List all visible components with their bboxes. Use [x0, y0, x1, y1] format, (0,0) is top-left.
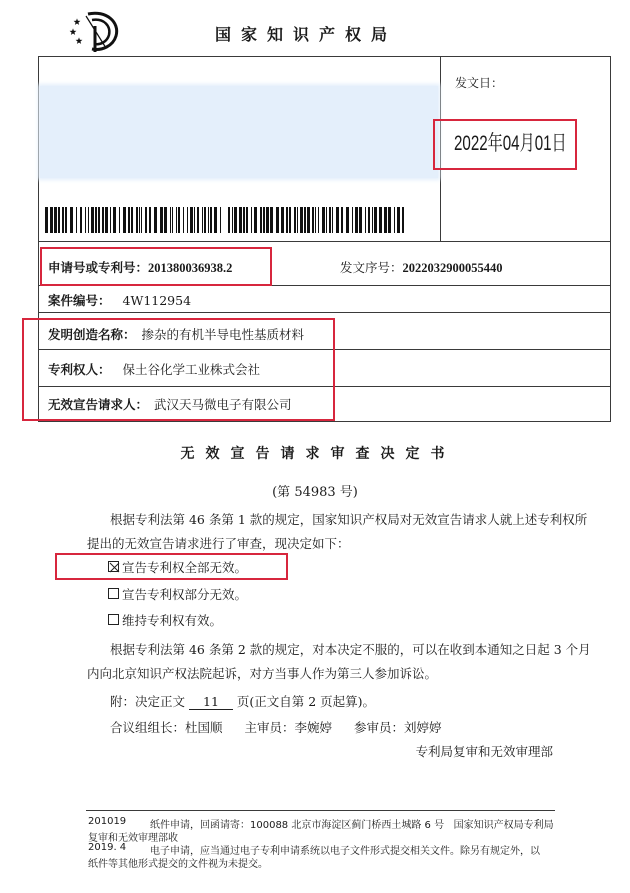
- barcode-bar: [141, 207, 142, 233]
- barcode-bar: [318, 207, 319, 233]
- frame-top: [38, 56, 611, 57]
- barcode-bar: [254, 207, 257, 233]
- barcode-bar: [154, 207, 157, 233]
- barcode-bar: [394, 207, 395, 233]
- barcode-bar: [119, 207, 120, 233]
- barcode-bar: [50, 207, 53, 233]
- barcode-bar: [341, 207, 343, 233]
- barcode-bar: [187, 207, 188, 233]
- option-label: 宣告专利权全部无效。: [122, 560, 248, 575]
- panel-name: 杜国顺: [185, 720, 223, 735]
- barcode-bar: [131, 207, 133, 233]
- barcode-bar: [91, 207, 94, 233]
- barcode-bar: [355, 207, 358, 233]
- barcode-bar: [374, 207, 377, 233]
- barcode-bar: [65, 207, 67, 233]
- panel-role: 参审员：: [354, 720, 405, 735]
- footer-rule: [86, 810, 555, 811]
- barcode-bar: [239, 207, 242, 233]
- barcode-bar: [270, 207, 273, 233]
- barcode-bar: [102, 207, 104, 233]
- footer-paper-line-2: 复审和无效审理部收: [88, 833, 178, 844]
- footer-form-code: 201019: [88, 816, 127, 827]
- panel-member: [110, 720, 223, 735]
- barcode-bar: [190, 207, 193, 233]
- barcode-bar: [123, 207, 126, 233]
- barcode-bar: [98, 207, 100, 233]
- barcode-bar: [110, 207, 111, 233]
- barcode-bar: [202, 207, 203, 233]
- issuer: 专利局复审和无效审理部: [415, 744, 553, 759]
- barcode-bar: [307, 207, 310, 233]
- barcode-bar: [194, 207, 195, 233]
- barcode-bar: [329, 207, 331, 233]
- checkbox: [108, 588, 119, 599]
- barcode-bar: [294, 207, 296, 233]
- barcode-bar: [197, 207, 199, 233]
- document-serial-value: 2022032900055440: [402, 261, 503, 275]
- barcode-bar: [276, 207, 279, 233]
- footer-electronic-line-2: 纸件等其他形式提交的文件视为未提交。: [88, 859, 268, 870]
- issue-date-label: 发文日：: [455, 76, 504, 90]
- issue-date-value: 2022年04月01日: [454, 132, 567, 155]
- attachment-prefix: 附：决定正文: [110, 694, 186, 709]
- appeal-line-1: 根据专利法第 46 条第 2 款的规定，对本决定不服的，可以在收到本通知之日起 3 个月: [110, 642, 591, 657]
- panel-members: [110, 718, 460, 736]
- highlight-box-option: [55, 553, 288, 580]
- barcode-bar: [402, 207, 404, 233]
- barcode-bar: [178, 207, 180, 233]
- barcode-bar: [251, 207, 252, 233]
- panel-member: [354, 720, 442, 735]
- barcode-bar: [145, 207, 147, 233]
- footer-form-date: 2019. 4: [88, 842, 127, 853]
- barcode-bar: [136, 207, 138, 233]
- barcode-bar: [170, 207, 171, 233]
- barcode-bar: [326, 207, 327, 233]
- patentee-label: 专利权人：: [48, 362, 111, 377]
- barcode-bar: [315, 207, 316, 233]
- barcode-bar: [300, 207, 303, 233]
- barcode-bar: [379, 207, 382, 233]
- barcode-bar: [312, 207, 314, 233]
- barcode-bar: [397, 207, 400, 233]
- barcode-bar: [58, 207, 60, 233]
- barcode-bar: [297, 207, 298, 233]
- application-number-value: 201380036938.2: [148, 261, 233, 275]
- barcode-bar: [210, 207, 212, 233]
- barcode-bar: [384, 207, 387, 233]
- barcode-bar: [176, 207, 177, 233]
- barcode-bar: [322, 207, 325, 233]
- barcode-bar: [332, 207, 333, 233]
- panel-role: 主审员：: [244, 720, 295, 735]
- intro-line-2: 提出的无效宣告请求进行了审查，现决定如下：: [87, 536, 350, 551]
- case-number-label: 案件编号：: [48, 293, 111, 308]
- highlight-box-parties: [22, 318, 335, 421]
- barcode-bar: [368, 207, 370, 233]
- barcode-bar: [346, 207, 349, 233]
- office-title: 国家知识产权局: [215, 25, 398, 44]
- case-number-value: 4W112954: [122, 293, 192, 308]
- barcode-bar: [234, 207, 237, 233]
- barcode-bar: [160, 207, 163, 233]
- barcode-bar: [113, 207, 116, 233]
- table-rule: [38, 312, 611, 313]
- barcode-bar: [365, 207, 366, 233]
- case-number-row: [48, 291, 191, 309]
- intro-line-1: 根据专利法第 46 条第 1 款的规定，国家知识产权局对无效宣告请求人就上述专利权所: [110, 512, 588, 527]
- invention-title-label: 发明创造名称：: [48, 327, 136, 342]
- panel-role: 合议组组长：: [110, 720, 186, 735]
- barcode-bar: [95, 207, 97, 233]
- patentee-value: 保土谷化学工业株式会社: [122, 362, 261, 377]
- barcode-bar: [62, 207, 64, 233]
- barcode-bar: [352, 207, 353, 233]
- barcode-bar: [85, 207, 86, 233]
- footer-electronic-line-1: 电子申请，应当通过电子专利申请系统以电子文件形式提交相关文件。除另有规定外，以: [150, 846, 540, 857]
- barcode-bar: [139, 207, 140, 233]
- barcode-bar: [220, 207, 221, 233]
- invention-title-value: 掺杂的有机半导电性基质材料: [141, 327, 305, 342]
- barcode: [45, 207, 221, 233]
- table-rule: [38, 241, 611, 242]
- barcode-bar: [214, 207, 217, 233]
- document-serial-row: [340, 258, 503, 276]
- attachment-suffix: 页(正文自第 2 页起算)。: [236, 694, 376, 709]
- barcode-bar: [304, 207, 306, 233]
- barcode-bar: [232, 207, 233, 233]
- barcode-bar: [128, 207, 130, 233]
- barcode-bar: [266, 207, 269, 233]
- panel-member: [245, 720, 333, 735]
- barcode-bar: [289, 207, 291, 233]
- highlight-box-application: [40, 247, 272, 286]
- barcode-bar: [281, 207, 284, 233]
- barcode-bar: [172, 207, 173, 233]
- checkbox: [108, 614, 119, 625]
- barcode-bar: [54, 207, 57, 233]
- decision-title: 无效宣告请求审查决定书: [180, 446, 456, 462]
- barcode-bar: [260, 207, 262, 233]
- barcode-bar: [359, 207, 362, 233]
- table-rule: [38, 421, 611, 422]
- attachment-pages: 11: [189, 695, 233, 710]
- barcode-bar: [204, 207, 206, 233]
- barcode-bar: [45, 207, 48, 233]
- barcode: [228, 207, 408, 233]
- footer-paper-line-1: 纸件申请，回函请寄：100088 北京市海淀区蓟门桥西土城路 6 号 国家知识产权局专利局: [150, 820, 554, 831]
- cnipa-logo-icon: [66, 8, 128, 54]
- barcode-bar: [228, 207, 230, 233]
- requester-label: 无效宣告请求人：: [48, 397, 149, 412]
- highlight-box-date: [433, 119, 577, 170]
- barcode-bar: [336, 207, 339, 233]
- panel-name: 刘婷婷: [404, 720, 442, 735]
- barcode-bar: [208, 207, 209, 233]
- barcode-bar: [70, 207, 73, 233]
- decision-number: (第 54983 号): [272, 485, 358, 500]
- application-number-label: 申请号或专利号：: [48, 260, 149, 275]
- barcode-bar: [76, 207, 77, 233]
- barcode-bar: [183, 207, 184, 233]
- option-label: 维持专利权有效。: [122, 613, 223, 628]
- barcode-bar: [88, 207, 89, 233]
- frame-right: [610, 56, 611, 421]
- appeal-line-2: 内向北京知识产权法院起诉，对方当事人作为第三人参加诉讼。: [87, 666, 438, 681]
- barcode-bar: [263, 207, 265, 233]
- barcode-bar: [372, 207, 373, 233]
- requester-value: 武汉天马微电子有限公司: [154, 397, 292, 412]
- barcode-bar: [149, 207, 151, 233]
- barcode-bar: [80, 207, 82, 233]
- attachment-note: [110, 692, 375, 710]
- barcode-bar: [246, 207, 248, 233]
- document-serial-label: 发文序号：: [340, 260, 403, 275]
- option-label: 宣告专利权部分无效。: [122, 587, 248, 602]
- barcode-bar: [105, 207, 108, 233]
- barcode-bar: [164, 207, 167, 233]
- panel-name: 李婉婷: [294, 720, 333, 735]
- barcode-bar: [243, 207, 245, 233]
- barcode-bar: [388, 207, 391, 233]
- redacted-address: [40, 86, 438, 178]
- barcode-bar: [286, 207, 288, 233]
